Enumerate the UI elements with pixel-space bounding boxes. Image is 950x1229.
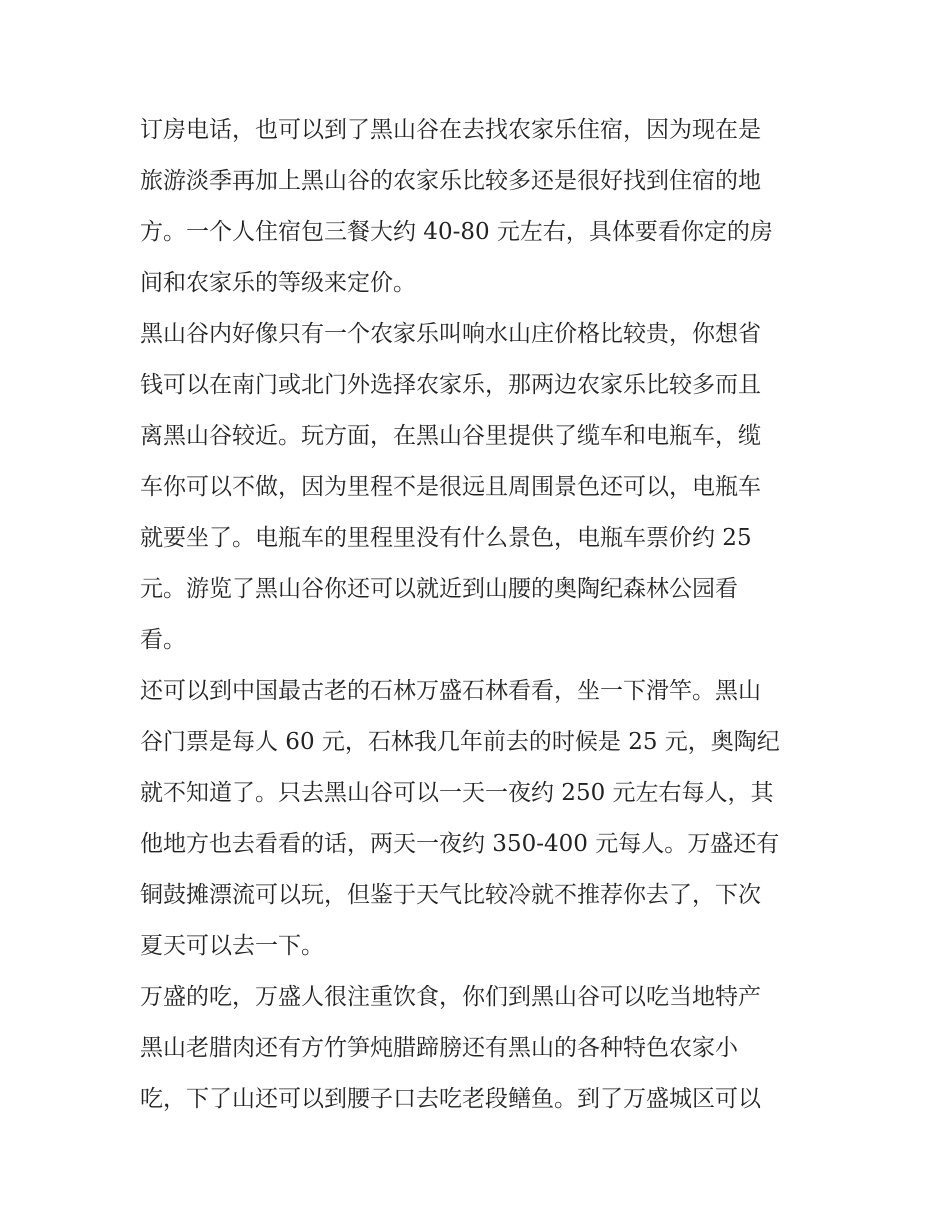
text-line: 黑山谷内好像只有一个农家乐叫响水山庄价格比较贵，你想省 [140, 321, 761, 347]
text-line: 黑山老腊肉还有方竹笋炖腊蹄膀还有黑山的各种特色农家小 [140, 1035, 738, 1061]
text-line: 车你可以不做，因为里程不是很远且周围景色还可以，电瓶车 [140, 474, 761, 500]
text-line: 订房电话，也可以到了黑山谷在去找农家乐住宿，因为现在是 [140, 117, 761, 143]
text-line: 夏天可以去一下。 [140, 933, 324, 959]
text-line: 他地方也去看看的话，两天一夜约 350-400 元每人。万盛还有 [140, 831, 780, 857]
text-line: 钱可以在南门或北门外选择农家乐，那两边农家乐比较多而且 [140, 372, 761, 398]
paragraph-food [140, 972, 815, 1125]
document-page [140, 105, 815, 1125]
text-line: 万盛的吃，万盛人很注重饮食，你们到黑山谷可以吃当地特产 [140, 984, 761, 1010]
paragraph-lodging [140, 105, 815, 309]
text-line: 还可以到中国最古老的石林万盛石林看看，坐一下滑竿。黑山 [140, 678, 761, 704]
text-line: 方。一个人住宿包三餐大约 40-80 元左右，具体要看你定的房 [140, 219, 773, 245]
text-line: 看。 [140, 627, 186, 653]
text-line: 就不知道了。只去黑山谷可以一天一夜约 250 元左右每人，其 [140, 780, 774, 806]
text-line: 元。游览了黑山谷你还可以就近到山腰的奥陶纪森林公园看 [140, 576, 738, 602]
paragraph-tickets [140, 666, 815, 972]
text-line: 离黑山谷较近。玩方面，在黑山谷里提供了缆车和电瓶车，缆 [140, 423, 761, 449]
text-line: 谷门票是每人 60 元，石林我几年前去的时候是 25 元，奥陶纪 [140, 729, 780, 755]
text-line: 吃，下了山还可以到腰子口去吃老段鳝鱼。到了万盛城区可以 [140, 1086, 761, 1112]
text-line: 旅游淡季再加上黑山谷的农家乐比较多还是很好找到住宿的地 [140, 168, 761, 194]
text-line: 就要坐了。电瓶车的里程里没有什么景色，电瓶车票价约 25 [140, 525, 752, 551]
text-line: 间和农家乐的等级来定价。 [140, 270, 416, 296]
text-line: 铜鼓摊漂流可以玩，但鉴于天气比较冷就不推荐你去了，下次 [140, 882, 761, 908]
paragraph-transport [140, 309, 815, 666]
